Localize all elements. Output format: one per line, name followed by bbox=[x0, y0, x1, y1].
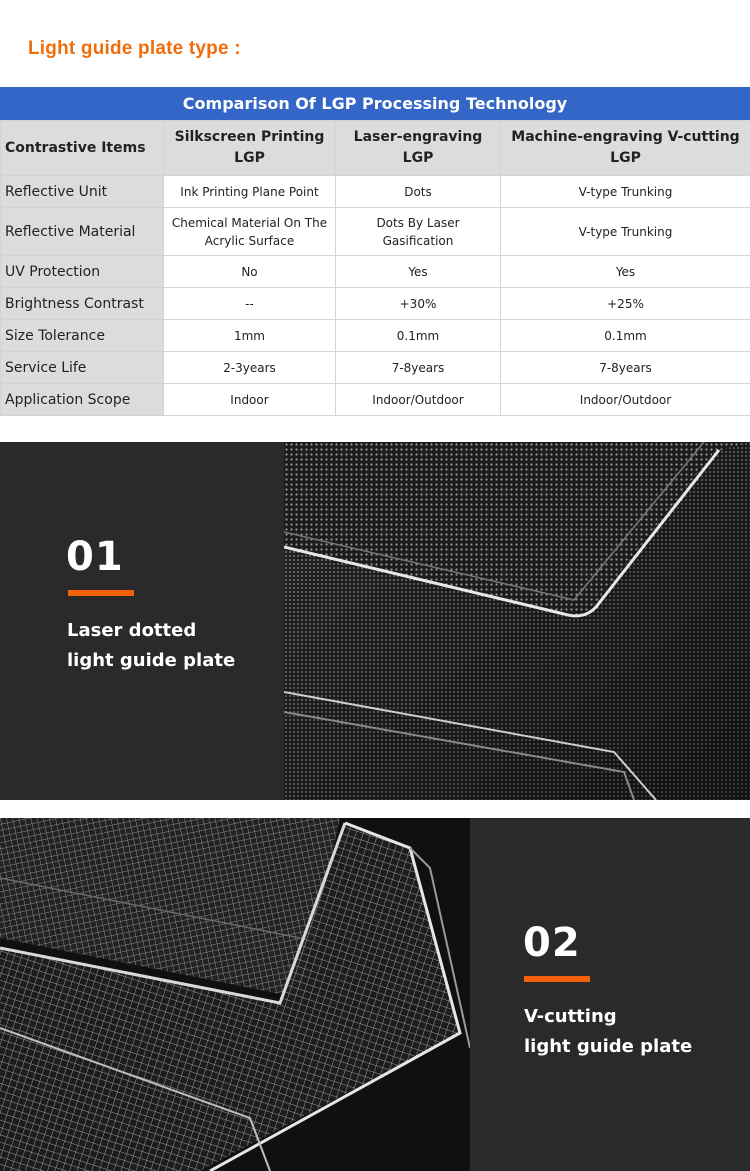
table-cell: Indoor/Outdoor bbox=[336, 384, 501, 416]
table-cell: -- bbox=[164, 288, 336, 320]
table-row bbox=[1, 208, 750, 256]
column-header-text: LGP bbox=[610, 150, 641, 166]
column-header bbox=[164, 121, 336, 176]
cell-text: Acrylic Surface bbox=[204, 233, 295, 248]
cell-text: Gasification bbox=[382, 233, 454, 248]
row-label: Reflective Unit bbox=[1, 176, 164, 208]
row-label: Reflective Material bbox=[1, 208, 164, 256]
table-cell: Dots bbox=[336, 176, 501, 208]
table-cell: Indoor/Outdoor bbox=[501, 384, 750, 416]
column-header-text: Machine-engraving V-cutting bbox=[511, 129, 740, 145]
comparison-table bbox=[0, 120, 750, 416]
section-number: 01 bbox=[66, 534, 124, 580]
column-header bbox=[501, 121, 750, 176]
table-cell: V-type Trunking bbox=[501, 176, 750, 208]
table-cell: No bbox=[164, 256, 336, 288]
accent-bar bbox=[524, 976, 590, 982]
row-label: Size Tolerance bbox=[1, 320, 164, 352]
caption-line: Laser dotted bbox=[67, 620, 197, 641]
section-number: 02 bbox=[523, 920, 581, 966]
cell-text: Dots By Laser bbox=[376, 215, 460, 230]
table-row bbox=[1, 288, 750, 320]
section-v-cutting bbox=[0, 818, 750, 1171]
row-label: Service Life bbox=[1, 352, 164, 384]
row-label: UV Protection bbox=[1, 256, 164, 288]
table-cell: 7-8years bbox=[336, 352, 501, 384]
table-cell: 7-8years bbox=[501, 352, 750, 384]
table-cell: 1mm bbox=[164, 320, 336, 352]
table-header-row bbox=[1, 121, 750, 176]
caption-line: light guide plate bbox=[524, 1036, 693, 1057]
column-header bbox=[1, 121, 164, 176]
row-label: Brightness Contrast bbox=[1, 288, 164, 320]
column-header-text: Laser-engraving bbox=[353, 129, 483, 145]
table-cell: 0.1mm bbox=[501, 320, 750, 352]
table-cell: Ink Printing Plane Point bbox=[164, 176, 336, 208]
column-header-text: Contrastive Items bbox=[5, 139, 146, 156]
table-row bbox=[1, 352, 750, 384]
column-header-text: Silkscreen Printing bbox=[174, 129, 325, 145]
accent-bar bbox=[68, 590, 134, 596]
section-caption bbox=[524, 1002, 692, 1062]
table-cell: +25% bbox=[501, 288, 750, 320]
table-cell: +30% bbox=[336, 288, 501, 320]
page-title: Light guide plate type : bbox=[28, 38, 241, 59]
section-caption bbox=[67, 616, 235, 676]
table-row bbox=[1, 176, 750, 208]
table-cell: Indoor bbox=[164, 384, 336, 416]
v-cutting-lgp-photo bbox=[0, 818, 470, 1171]
column-header-text: LGP bbox=[402, 150, 434, 166]
column-header-text: LGP bbox=[234, 150, 265, 166]
cell-text: Chemical Material On The bbox=[171, 215, 328, 230]
table-cell: Yes bbox=[336, 256, 501, 288]
table-cell: 0.1mm bbox=[336, 320, 501, 352]
section-laser-dotted bbox=[0, 442, 750, 800]
column-header bbox=[336, 121, 501, 176]
caption-line: light guide plate bbox=[67, 650, 236, 671]
table-cell: Yes bbox=[501, 256, 750, 288]
table-cell: V-type Trunking bbox=[501, 208, 750, 256]
table-row bbox=[1, 384, 750, 416]
laser-dotted-lgp-photo bbox=[284, 442, 750, 800]
row-label: Application Scope bbox=[1, 384, 164, 416]
caption-line: V-cutting bbox=[524, 1006, 617, 1027]
table-cell: 2-3years bbox=[164, 352, 336, 384]
table-row bbox=[1, 320, 750, 352]
table-title: Comparison Of LGP Processing Technology bbox=[0, 87, 750, 120]
table-cell bbox=[164, 208, 336, 256]
table-cell bbox=[336, 208, 501, 256]
table-row bbox=[1, 256, 750, 288]
